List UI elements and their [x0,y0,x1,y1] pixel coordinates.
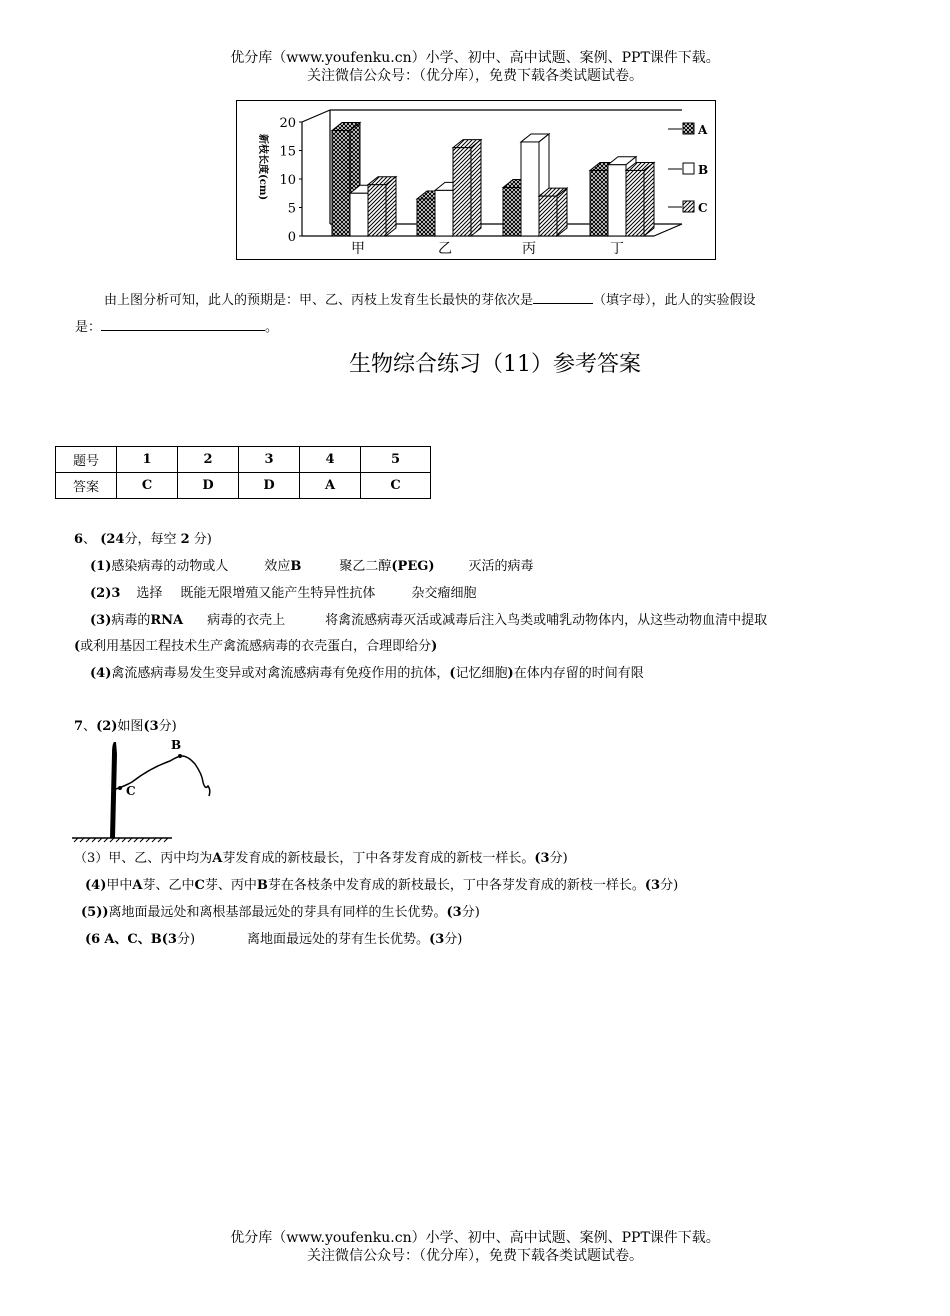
bar-B-丙 [521,142,539,236]
table-cell: 2 [178,447,239,473]
q7-part-3 [74,850,568,868]
y-axis-label: 新枝长度(cm) [257,134,268,201]
table-cell: 5 [361,447,431,473]
table-row [56,473,431,499]
q7-unit: 分) [461,905,480,920]
q6-heading [74,531,212,549]
answer-table [55,446,431,499]
q6-part-number: (2)3 [90,586,121,601]
q7-p4-letter: A [132,878,143,893]
q7-part-4 [85,877,678,895]
ground-hatching [72,838,172,842]
bar-A-甲 [332,131,350,236]
q6-p3-paren: ) [431,639,438,654]
legend-swatch-A [683,123,694,134]
bar-C-丁 [626,170,644,236]
bar-C-乙 [453,148,471,236]
branch-figure [70,734,215,844]
table-cell: C [117,473,178,499]
q6-p3-d: 或利用基因工程技术生产禽流感病毒的衣壳蛋白，合理即给分 [80,639,432,654]
legend-swatch-C [683,201,694,212]
q6-part-3-cont [74,638,437,656]
q6-p4-b: 记忆细胞 [455,666,508,681]
legend-swatch-B [683,163,694,174]
q6-score-close: 分) [193,532,212,547]
question-line-2 [75,318,278,337]
q6-number: 6 [74,532,84,547]
q7-p5-a: 离地面最远处和离根基部最远处的芽具有同样的生长优势。 [108,905,447,920]
q7-score: (3 [446,905,462,920]
legend-label: A [698,123,708,137]
question-text-2a: 是： [75,320,102,335]
q7-score: (3 [644,878,661,893]
q7-part-number: （3） [74,851,109,866]
q7-score: (3 [143,719,159,734]
q7-part-number: (5)) [81,905,109,920]
q7-p4-a: 甲中 [106,878,133,893]
q7-part-number: (6 [85,932,101,947]
bar-A-丁 [590,170,608,236]
q7-p3-b: 芽发育成的新枝最长，丁中各芽发育成的新枝一样长。 [222,851,535,866]
y-tick-label: 0 [287,230,296,245]
q6-p1-d: 灭活的病毒 [468,559,534,574]
q6-p2-b: 既能无限增殖又能产生特异性抗体 [180,586,376,601]
y-tick-label: 20 [279,116,296,131]
q6-p2-a: 选择 [136,586,163,601]
q7-unit: 分) [660,878,679,893]
table-cell: C [361,473,431,499]
q6-score-two: 2 [180,532,190,547]
question-text-1b: （填字母），此人的实验假设 [593,293,756,308]
category-label: 丙 [522,241,536,257]
q7-unit: 分) [444,932,463,947]
q6-p3-a2: RNA [150,613,184,628]
q7-unit: 分) [176,932,196,947]
bud-b [178,754,182,758]
q7-score: (3 [429,932,445,947]
page-title-text: 生物综合练习（11）参考答案 [349,352,641,377]
y-tick-label: 10 [279,173,296,188]
bar-A-丙 [503,188,521,236]
q7-p4-b: 芽、乙中 [142,878,195,893]
q6-sep: 、 [83,532,97,547]
q6-p4-paren: ( [449,666,456,681]
category-label: 甲 [351,241,365,257]
q6-part-number: (1) [90,559,112,574]
q6-p4-a: 禽流感病毒易发生变异或对禽流感病毒有免疫作用的抗体， [111,666,450,681]
q7-p4-letter: C [194,878,205,893]
bar-side-C [386,177,396,236]
q7-part-5 [81,904,480,922]
label-c: C [126,784,136,798]
q7-part-6 [85,931,462,949]
q7-head-text: 如图 [117,719,144,734]
q7-p6-b: 离地面最远处的芽有生长优势。 [247,932,430,947]
bar-side-C [471,140,481,236]
table-cell: 1 [117,447,178,473]
q7-number: 7 [74,719,84,734]
q7-p4-d: 芽在各枝条中发育成的新枝最长，丁中各芽发育成的新枝一样长。 [267,878,645,893]
table-cell: D [178,473,239,499]
footer-line-1: 优分库（www.youfenku.cn）小学、初中、高中试题、案例、PPT课件下载。 [230,1230,720,1246]
q6-p4-c: 在体内存留的时间有限 [513,666,644,681]
table-cell: 4 [300,447,361,473]
q6-p3-c: 将禽流感病毒灭活或减毒后注入鸟类或哺乳动物体内，从这些动物血清中提取 [325,613,768,628]
table-cell: A [300,473,361,499]
q6-p4-paren: ) [507,666,514,681]
q6-part-1 [90,558,534,576]
table-row [56,447,431,473]
q6-p1-c: 聚乙二醇 [339,559,392,574]
q6-part-4 [90,665,644,683]
table-row-label: 答案 [56,473,117,499]
bar-C-丙 [539,196,557,236]
q7-unit: 分) [549,851,568,866]
label-b: B [171,738,182,752]
answer-blank-1[interactable] [533,291,593,304]
bar-A-乙 [417,199,435,236]
header-line-1: 优分库（www.youfenku.cn）小学、初中、高中试题、案例、PPT课件下载。 [230,50,720,66]
bar-side-C [644,162,654,236]
q7-p3-bold: A [212,851,223,866]
bar-B-乙 [435,190,453,236]
q6-p1-a: 感染病毒的动物或人 [111,559,229,574]
page-title [0,350,950,380]
q6-p2-c: 杂交瘤细胞 [411,586,477,601]
bud-c [118,786,122,790]
y-tick-label: 5 [287,201,296,217]
question-text-1a: 由上图分析可知，此人的预期是：甲、乙、丙枝上发育生长最快的芽依次是 [104,293,534,308]
q6-score: (24 [100,532,125,547]
q7-p4-c: 芽、丙中 [204,878,257,893]
q7-score: (3 [534,851,550,866]
legend-label: B [698,163,709,177]
q6-part-2 [90,585,476,603]
q6-p3-b: 病毒的衣壳上 [207,613,286,628]
q6-part-number: (3) [90,613,112,628]
bar-chart [236,100,716,260]
q6-p1-c2: (PEG) [391,559,435,574]
q7-p4-letter: B [256,878,268,893]
table-cell: 3 [239,447,300,473]
q7-part: (2) [96,719,118,734]
bar-C-甲 [368,185,386,236]
answer-blank-2[interactable] [101,318,265,331]
category-label: 乙 [438,241,452,257]
footer-line-2: 关注微信公众号：（优分库），免费下载各类试题试卷。 [307,1248,643,1264]
bar-B-丁 [608,165,626,236]
q6-part-number: (4) [90,666,112,681]
question-line-1 [104,291,756,310]
bar-side-C [557,188,567,236]
trunk [110,742,117,838]
q7-sep: 、 [83,719,97,734]
q7-part-number: (4) [85,878,107,893]
header-line-2: 关注微信公众号：（优分库），免费下载各类试题试卷。 [307,68,643,84]
bar-B-甲 [350,193,368,236]
legend-label: C [698,201,708,215]
q7-p3-a: 甲、乙、丙中均为 [108,851,213,866]
category-label: 丁 [610,241,624,257]
q7-p6-letters: A、C、B(3 [104,932,177,947]
q6-score-text: 分，每空 [124,532,177,547]
q7-unit: 分) [158,719,177,734]
q6-p1-b2: B [290,559,302,574]
q6-p3-a: 病毒的 [111,613,151,628]
q6-p1-b: 效应 [264,559,291,574]
q6-part-3 [90,612,767,630]
table-cell: D [239,473,300,499]
q6-p3-paren: ( [74,639,81,654]
question-text-2b: 。 [265,320,279,335]
table-row-label: 题号 [56,447,117,473]
y-tick-label: 15 [279,144,296,160]
